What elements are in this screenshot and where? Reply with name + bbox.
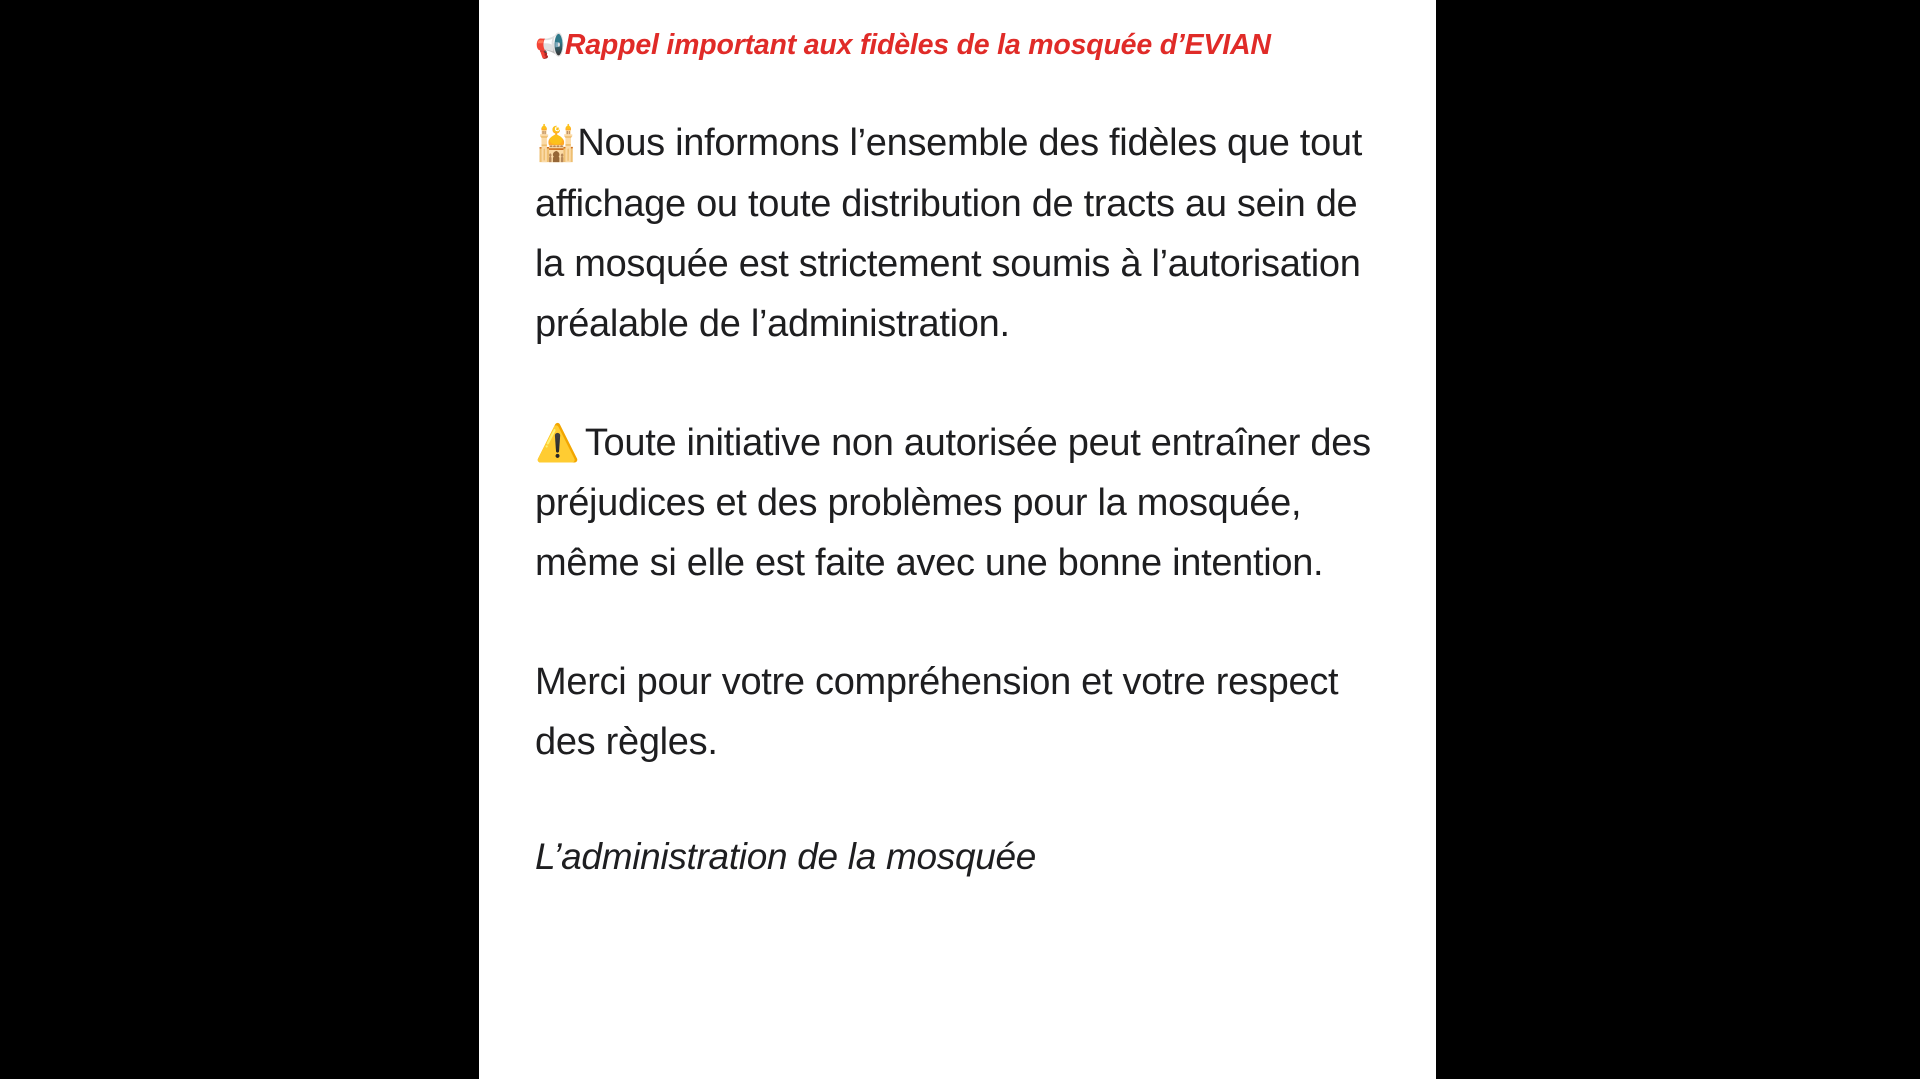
post-paragraph-notice-text: Nous informons l’ensemble des fidèles que tout affichage ou toute distribution de tracts au sein de la mosquée est strictement soumis à l’autorisation préalable de l’administration.: [535, 122, 1362, 345]
post-signature: L’administration de la mosquée: [535, 836, 1037, 877]
post-card: [479, 0, 1436, 1079]
post-paragraph-thanks: Merci pour votre compréhension et votre respect des règles.: [535, 661, 1339, 763]
warning-icon: ⚠️: [535, 422, 580, 463]
paragraph-spacer-1: [535, 354, 1380, 413]
loudspeaker-icon: 📢: [535, 33, 565, 60]
post-paragraph-notice: [535, 113, 1380, 354]
paragraph-spacer-2: [535, 593, 1380, 652]
letterbox-bar-right: [1436, 0, 1920, 1079]
post-paragraph-warning-text: Toute initiative non autorisée peut entraîner des préjudices et des problèmes pour la mosquée, même si elle est faite avec une bonne intention.: [535, 422, 1371, 584]
post-heading: [535, 28, 1380, 64]
post-paragraph-warning: [535, 413, 1380, 593]
letterbox-bar-left: [0, 0, 479, 1079]
post-heading-text: Rappel important aux fidèles de la mosquée d’EVIAN: [564, 29, 1271, 61]
mosque-icon: 🕌: [535, 125, 578, 163]
paragraph-spacer-3: [535, 772, 1380, 831]
heading-spacer: [535, 64, 1380, 113]
